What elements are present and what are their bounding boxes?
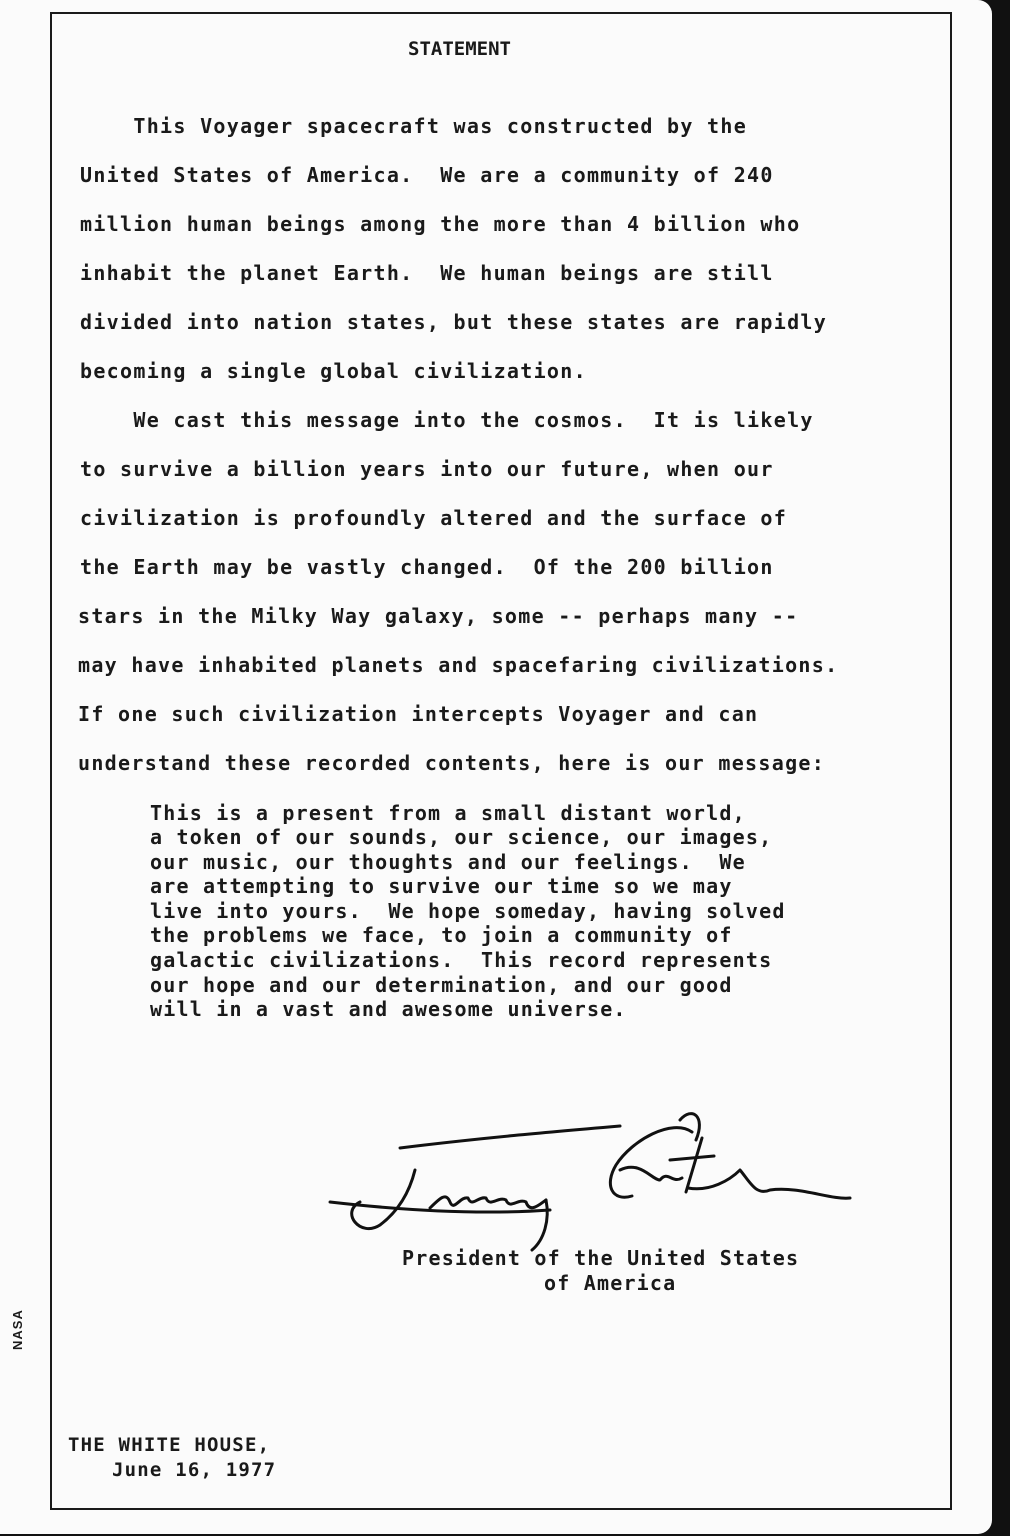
body-line: may have inhabited planets and spacefaring civilizations. xyxy=(78,653,839,677)
quote-line: will in a vast and awesome universe. xyxy=(150,997,627,1021)
quote-line: our music, our thoughts and our feelings. We xyxy=(150,850,746,874)
body-line: the Earth may be vastly changed. Of the 200 billion xyxy=(80,555,774,579)
body-line: divided into nation states, but these states are rapidly xyxy=(80,310,828,334)
body-line: inhabit the planet Earth. We human beings are still xyxy=(80,261,774,285)
quote-line: live into yours. We hope someday, having solved xyxy=(150,899,786,923)
footer-date: June 16, 1977 xyxy=(112,1459,277,1481)
signature-title-line2: of America xyxy=(544,1271,677,1295)
body-line: understand these recorded contents, here is our message: xyxy=(78,751,826,775)
quote-line: a token of our sounds, our science, our images, xyxy=(150,825,773,849)
quote-line: our hope and our determination, and our good xyxy=(150,973,733,997)
document-title: STATEMENT xyxy=(408,38,511,60)
body-line: stars in the Milky Way galaxy, some -- perhaps many -- xyxy=(78,604,799,628)
body-line: million human beings among the more than 4 billion who xyxy=(80,212,801,236)
quote-line: This is a present from a small distant world, xyxy=(150,801,746,825)
body-line: to survive a billion years into our future, when our xyxy=(80,457,774,481)
quote-line: galactic civilizations. This record represents xyxy=(150,948,773,972)
body-line: United States of America. We are a community of 240 xyxy=(80,163,774,187)
signature xyxy=(320,1110,860,1260)
signature-title-line1: President of the United States xyxy=(402,1246,800,1270)
footer-location: THE WHITE HOUSE, xyxy=(68,1434,271,1456)
body-line: becoming a single global civilization. xyxy=(80,359,587,383)
quote-line: the problems we face, to join a community of xyxy=(150,923,733,947)
body-line: We cast this message into the cosmos. It is likely xyxy=(80,408,814,432)
body-line: civilization is profoundly altered and the surface of xyxy=(80,506,788,530)
quote-line: are attempting to survive our time so we may xyxy=(150,874,733,898)
body-line: This Voyager spacecraft was constructed by the xyxy=(80,114,748,138)
nasa-credit: NASA xyxy=(10,1309,25,1350)
body-line: If one such civilization intercepts Voyager and can xyxy=(78,702,759,726)
